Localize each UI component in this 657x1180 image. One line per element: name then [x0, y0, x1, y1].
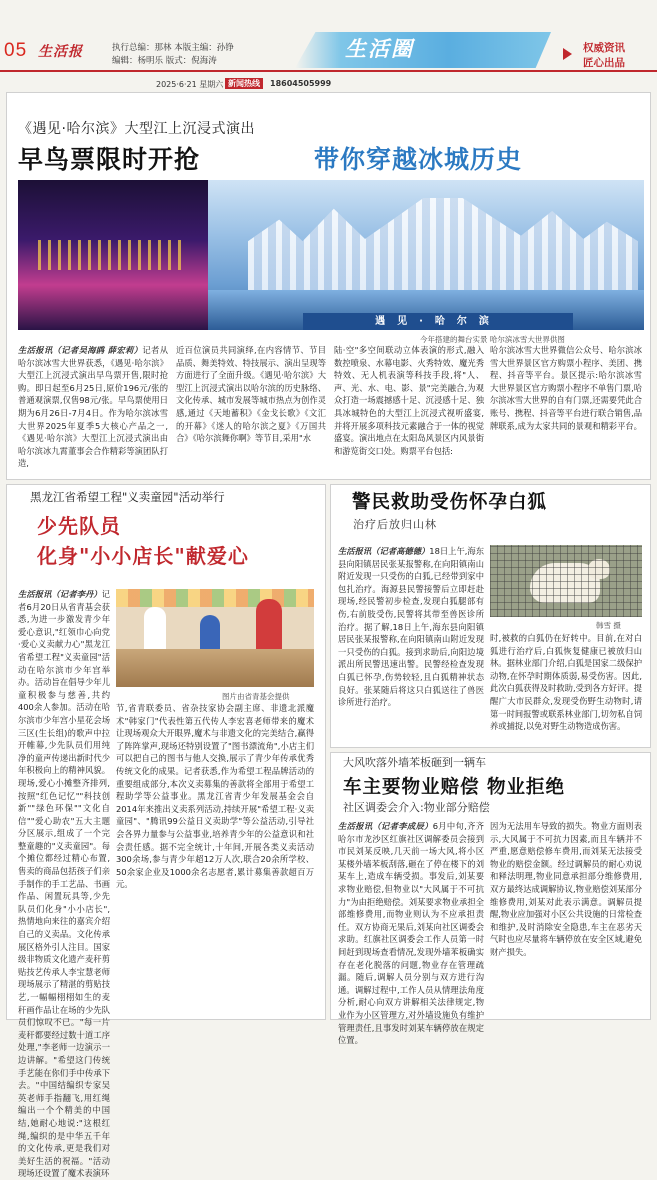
car-article-column-2: 因为无法用车导致的损失。物业方面则表示,大风属于不可抗力因素,而且车辆并不严重,愿意赔偿修车费用,而刘某无法接受物业的赔偿金额。经过调解员的耐心劝说和释法明理,物业同意承担部分维修费用,双方最终达成调解协议,物业赔偿刘某部分维修费用,刘某对此表示满意。调解员提醒,物业应加强对小区公共设施的日常检查和维护,及时消除安全隐患,车主在恶劣天气时也应尽量将车辆停放在安全区域,避免财产损失。 [490, 821, 642, 957]
page-number: 05 [4, 40, 28, 61]
fox-article-column-1 [338, 545, 484, 743]
main-article-headline: 早鸟票限时开抢 [18, 145, 201, 174]
car-article-kicker: 大风吹落外墙苯板砸到一辆车 [343, 756, 486, 769]
main-article-kicker: 《遇见·哈尔滨》大型江上沉浸式演出 [18, 121, 255, 137]
byline: 生活报讯（记者李丹） [18, 589, 102, 599]
byline: 生活报讯（记者李成辰） [338, 821, 433, 831]
photo-shelf [116, 589, 314, 607]
body-text: 6月中旬,齐齐哈尔市龙沙区红旗社区调解委员会接到市民刘某反映,几天前一场大风,将小区某楼外墙苯板刮落,砸在了停在楼下的刘某车上,造成车辆受损。事发后,刘某要求物业赔偿,但物业以"大风属于不可抗力"为由拒绝赔偿。刘某要求物业承担全部维修费用,而物业则认为不应承担责任。双方协商无果后,刘某向社区调委会求助。红旗社区调委会工作人员第一时间赶到现场查看情况,发现外墙苯板确实存在老化脱落的问题,物业存在管理疏漏。随后,调解人员分别与双方进行沟通。调解过程中,工作人员从情理法角度分析,耐心向双方讲解相关法律规定,物业作为小区管理方,对外墙设施负有维护管理责任,且事发时刘某车辆停放在规定位置。 [338, 821, 484, 1046]
main-photo-caption: 今年搭建的舞台实景 哈尔滨冰雪大世界供图 [420, 335, 565, 344]
car-article-headline: 车主要物业赔偿 物业拒绝 [343, 777, 565, 798]
body-text: 记者从哈尔滨冰雪大世界获悉，《遇见·哈尔滨》大型江上沉浸式演出早鸟票开售,限时抢购。即日起至6月25日,原价196元/张的普通观演票,仅售98元/张。早鸟票使用日期为6月26日-7月4日。作为哈尔滨冰雪大世界2025年夏季5大核心产品之一,《遇见·哈尔滨》大型江上沉浸式演出由哈尔滨冰九霄董事会合作精彩等演团队打造, [18, 345, 168, 469]
editor-line-1: 执行总编：那林 本版主编：孙铮 [112, 43, 234, 53]
main-article-column-3: 陆·空"多空间联动立体表演的形式,融入数控喷泉、水幕电影、火秀特效、魔光秀特效、无人机表演等科技手段,将"人、声、光、水、电、影、景"完美融合,为观众打造一场震撼感十足、沉浸感十足、独具冰城特色的大型江上沉浸式视听盛宴,并将开展多项科技元素融合于一体的视觉盛宴。演出地点在太阳岛风景区内风景街和游览街交口处。购票平台包括: [334, 345, 484, 456]
hotline-number: 18604505999 [270, 79, 332, 88]
kids-photo-caption: 图片由省青基会提供 [222, 692, 290, 701]
fox-photo [490, 545, 642, 617]
fox-article-column-2: 时,被救的白狐仍在好转中。目前,在对白狐进行治疗后,白狐恢复健康已被放归山林。据林业部门介绍,白狐是国家二级保护动物,在怀孕时期体质弱,易受伤害。因此,此次白狐获得及时救助,受到各方好评。提醒广大市民群众,发现受伤野生动物时,请第一时间报警或联系林业部门,切勿私自饲养或捕捉,以免对野生动物造成伤害。 [490, 633, 642, 732]
main-article-column-1 [18, 344, 168, 474]
body-text: 记者6月20日从省青基会获悉,为进一步激发青少年爱心意识,"红领巾心向党·爱心义卖献力心"黑龙江省希望工程"义卖童园"活动在哈尔滨市少年宫举办。活动旨在倡导少年儿童积极参与慈善,共约400余人参加。活动在哈尔滨市少年宫小星花会场三区(生长组)的歌声中拉开帷幕,少先队员们用纯净的童声传递出新时代少年积极向上的精神风貌。现场,爱心小摊整齐排列,按照"红色记忆""科技创新""绿色环保""文化自信""爱心助农"五大主题分区展示,组成了一个完整童趣的"义卖童园"。每个摊位都经过精心布置,售卖的商品包括孩子们亲手制作的手工艺品、书画作品、闲置玩具等,少先队员们化身"小小店长",热情地向来往的嘉宾介绍自己的义卖品。文化传承展区格外引人注目。国家级非物质文化遗产麦秆剪贴技艺传承人李宝慧老师现场展示了精湛的剪贴技艺,一幅幅栩栩如生的麦秆画作品让在场的少先队员们惊叹不已。"每一片麦秆都要经过数十道工序处理,"李老师一边演示一边讲解。"希望这门传统手艺能在你们手中传承下去。"中国结编织专家吴英老师手指翻飞,用红绳编出一个个精美的中国结,她耐心地说:"这根红绳,编织的是中华五千年的文化传承,更是我们对美好生活的祝福。"活动现场还设置了魔术表演环 [18, 589, 110, 1179]
fox-photo-caption: 韩雪 摄 [596, 621, 621, 630]
kids-article-photo [116, 589, 314, 687]
main-article-photo [18, 180, 644, 330]
photo-table [116, 649, 314, 687]
kids-article-headline-1: 少先队员 [37, 514, 121, 538]
date-bar [0, 77, 657, 91]
editor-line-2: 编辑：杨明乐 版式：倪海涛 [112, 56, 217, 66]
section-banner [295, 32, 551, 68]
paper-logo: 生活报 [38, 44, 83, 60]
car-article-subhead: 社区调委会介入:物业部分赔偿 [343, 801, 490, 814]
tagline [583, 41, 625, 71]
photo-child [144, 607, 166, 653]
arrow-icon [563, 48, 572, 60]
main-article-column-2: 近百位演员共同演绎,在内容情节、节目品质、舞美特效、特技展示、演出呈现等方面进行了全面升级。《遇见·哈尔滨》大型江上沉浸式演出以哈尔滨的历史脉络、文化传承、城市发展等城市热点为创作灵感,通过《天地蓄积》《金戈长歌》《文汇的开幕》《迷人的哈尔滨之夏》《万国共合》《哈尔滨舞你啊》等节目,采用"水 [176, 345, 326, 444]
photo-child [256, 599, 282, 654]
fox-article-subhead: 治疗后放归山林 [353, 518, 437, 531]
section-title: 生活圈 [345, 37, 414, 61]
body-text: 18日上午,海东县向阳镇居民张某报警称,在向阳镇南山附近发现一只受伤的白狐,已经带到家中包扎治疗。海源县民警接警后立即赶赴现场,经民警初步检查,发现白狐腿部有伤,右前肢受伤,民警将其带至兽医诊所治疗。据了解,18日上午,海东县向阳镇居民张某报警称,在向阳镇南山附近发现一只受伤的白狐。接到求助后,向阳边境派出所民警迅速出警。民警经检查发现白狐已怀孕,伤势较轻,且白狐精神状态良好。张某随后将这只白狐送往了兽医诊所进行治疗。 [338, 546, 484, 708]
photo-child [200, 615, 220, 653]
main-article-column-4: 哈尔滨冰雪大世界微信公众号、哈尔滨冰雪大世界景区官方购票小程序、美团、携程、抖音等平台。景区提示:哈尔滨冰雪大世界景区官方购票小程序不单售门票,哈尔滨冰雪大世界的自有门票,还需要凭此合账号、携程、抖音等平台进行联合销售,品牌联系,成为太家共同的景观和精彩平台。 [490, 345, 642, 431]
kids-article-headline-2: 化身"小小店长"献爱心 [37, 544, 249, 568]
fox-article-headline: 警民救助受伤怀孕白狐 [352, 492, 548, 513]
tagline-line-2: 匠心出品 [583, 57, 625, 69]
kids-article-column-1 [18, 588, 110, 1179]
photo-stage-lights [38, 240, 188, 270]
photo-cage [490, 545, 642, 617]
photo-banner: 遇见·哈尔滨 [303, 313, 573, 330]
car-article-column-1 [338, 820, 484, 1046]
editor-credits [112, 42, 234, 68]
main-article-headline-highlight: 带你穿越冰城历史 [314, 145, 523, 174]
tagline-line-1: 权威资讯 [583, 42, 625, 54]
byline: 生活报讯（记者吴海鸥 薛宏莉） [18, 345, 143, 355]
hotline-label: 新闻热线 [225, 78, 263, 89]
photo-stage-inset [18, 180, 208, 330]
kids-article-column-2: 节,省青联委员、省杂技家协会副主席、非遗北派魔术"韩家门"代表性第五代传人李宏喜老师带来的魔术让现场观众大开眼界,魔术与非遗文化的完美结合,赢得了阵阵掌声,现场还特别设置了"图书漂流角",小店主们可以把自己的图书与他人交换,展示了青少年传承优秀传统文化的成果。记者获悉,作为希望工程品牌活动的重要组成部分,本次义卖募集的善款将全部用于希望工程助学等公益事业。黑龙江省青少年发展基金会自2014年来推出义卖系列活动,持续开展"希望工程·义卖童园"、"腾讯99公益日义卖助学"等公益活动,引导社会各界力量参与公益事业,培养青少年的公益意识和社会责任感。据不完全统计,十年间,开展各类义卖活动300余场,参与青少年超12万人次,联合20余所学校、50余家企业及1000余名志愿者,累计募集善款超百万元。 [116, 703, 314, 890]
top-divider [0, 70, 657, 72]
kids-article-kicker: 黑龙江省希望工程"义卖童园"活动举行 [30, 490, 225, 504]
issue-date: 2025·6·21 星期六 [156, 80, 224, 89]
byline: 生活报讯（记者高德德） [338, 546, 430, 556]
